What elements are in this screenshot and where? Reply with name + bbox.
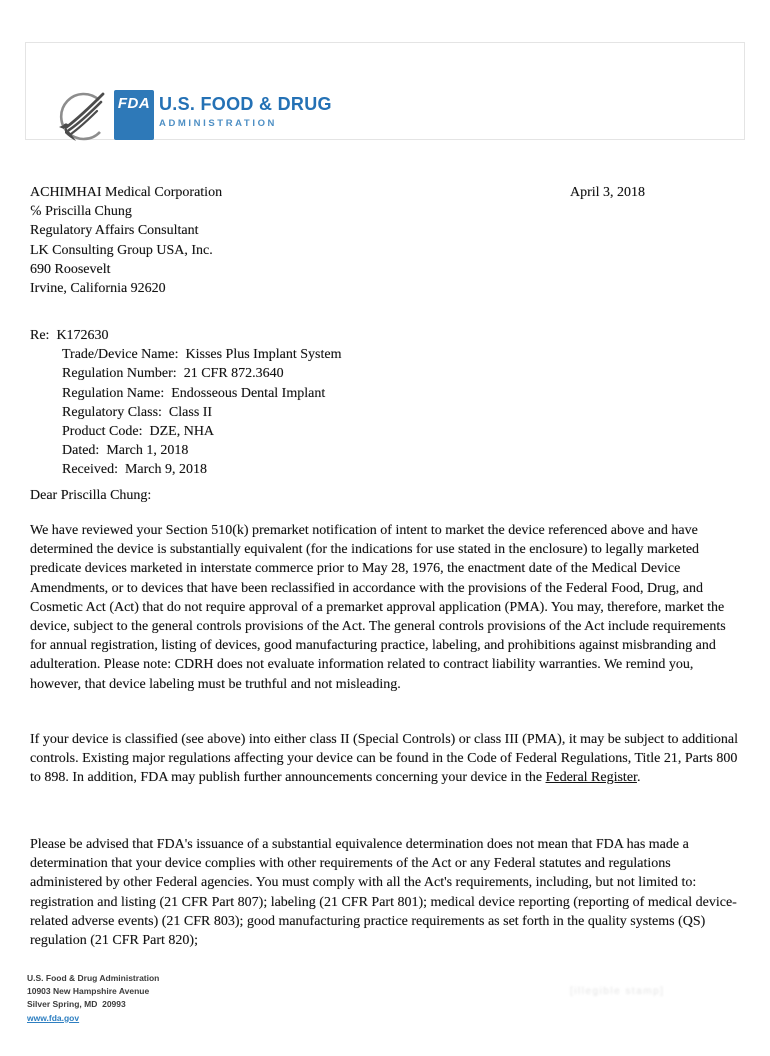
re-detail-line: Regulation Number: 21 CFR 872.3640: [62, 366, 284, 382]
recipient-line: ACHIMHAI Medical Corporation: [30, 185, 223, 200]
re-reference-block: [30, 326, 341, 480]
recipient-line: ℅ Priscilla Chung: [30, 204, 132, 220]
re-detail-line: Trade/Device Name: Kisses Plus Implant System: [62, 347, 342, 363]
fda-logo-square: FDA: [114, 90, 154, 140]
faint-stamp-text: [illegible stamp]: [570, 986, 665, 997]
recipient-line: Irvine, California 92620: [30, 281, 166, 297]
re-detail-line: Product Code: DZE, NHA: [62, 424, 215, 440]
re-detail-line: Regulatory Class: Class II: [62, 404, 213, 420]
agency-subtitle: ADMINISTRATION: [159, 118, 278, 129]
agency-wordmark: [159, 94, 332, 129]
hhs-eagle-icon: [55, 86, 109, 148]
body-paragraph-3: Please be advised that FDA's issuance of a substantial equivalence determination does not mean that FDA has made a determination that your device complies with other requirements of the Act or any Federal statutes and regulations administered by other Federal agencies. You must comply with all the Act's requirements, including, but not limited to: registration and listing (21 CFR Part 807); labeling (21 CFR Part 801); medical device reporting (reporting of medical device-related adverse events) (21 CFR 803); good manufacturing practice requirements as set forth in the quality systems (QS) regulation (21 CFR Part 820);: [30, 837, 737, 949]
re-details: [62, 345, 341, 479]
body-paragraph-2: [30, 730, 743, 788]
agency-title: U.S. FOOD & DRUG: [159, 94, 332, 114]
recipient-line: LK Consulting Group USA, Inc.: [30, 242, 213, 258]
footer-line: Silver Spring, MD 20993: [27, 999, 126, 1009]
paragraph-2-period: .: [636, 770, 641, 786]
footer-line: U.S. Food & Drug Administration: [27, 973, 160, 983]
footer-line: 10903 New Hampshire Avenue: [27, 986, 150, 996]
footer-address-block: [27, 972, 159, 1025]
recipient-line: 690 Roosevelt: [30, 261, 111, 277]
re-detail-line: Dated: March 1, 2018: [62, 443, 189, 459]
federal-register-underlined-text: Federal Register: [545, 770, 637, 786]
letter-date: April 3, 2018: [570, 185, 646, 200]
paragraph-2-text: If your device is classified (see above) into either class II (Special Controls) or class III (PMA), it may be subject to additional controls. Existing major regulations affecting your device can be found in the Code of Federal Regulations, Title 21, Parts 800 to 898. In addition, FDA may publish further announcements concerning your device in the: [30, 732, 738, 786]
re-k-number: Re: K172630: [30, 328, 109, 343]
re-detail-line: Received: March 9, 2018: [62, 462, 208, 478]
salutation: Dear Priscilla Chung:: [30, 488, 152, 503]
re-detail-line: Regulation Name: Endosseous Dental Implant: [62, 385, 326, 401]
fda-website-link[interactable]: www.fda.gov: [27, 1013, 80, 1023]
recipient-line: Regulatory Affairs Consultant: [30, 223, 199, 239]
body-paragraph-1: We have reviewed your Section 510(k) premarket notification of intent to market the device referenced above and have determined the device is substantially equivalent (for the indications for use stated in the enclosure) to legally marketed predicate devices marketed in interstate commerce prior to May 28, 1976, the enactment date of the Medical Device Amendments, or to devices that have been reclassified in accordance with the provisions of the Federal Food, Drug, and Cosmetic Act (Act) that do not require approval of a premarket approval application (PMA). You may, therefore, market the device, subject to the general controls provisions of the Act. The general controls provisions of the Act include requirements for annual registration, listing of devices, good manufacturing practice, labeling, and prohibitions against misbranding and adulteration. Please note: CDRH does not evaluate information related to contract liability warranties. We remind you, however, that device labeling must be truthful and not misleading.: [30, 523, 726, 692]
recipient-address-block: [30, 183, 222, 298]
letterhead: [25, 42, 745, 140]
